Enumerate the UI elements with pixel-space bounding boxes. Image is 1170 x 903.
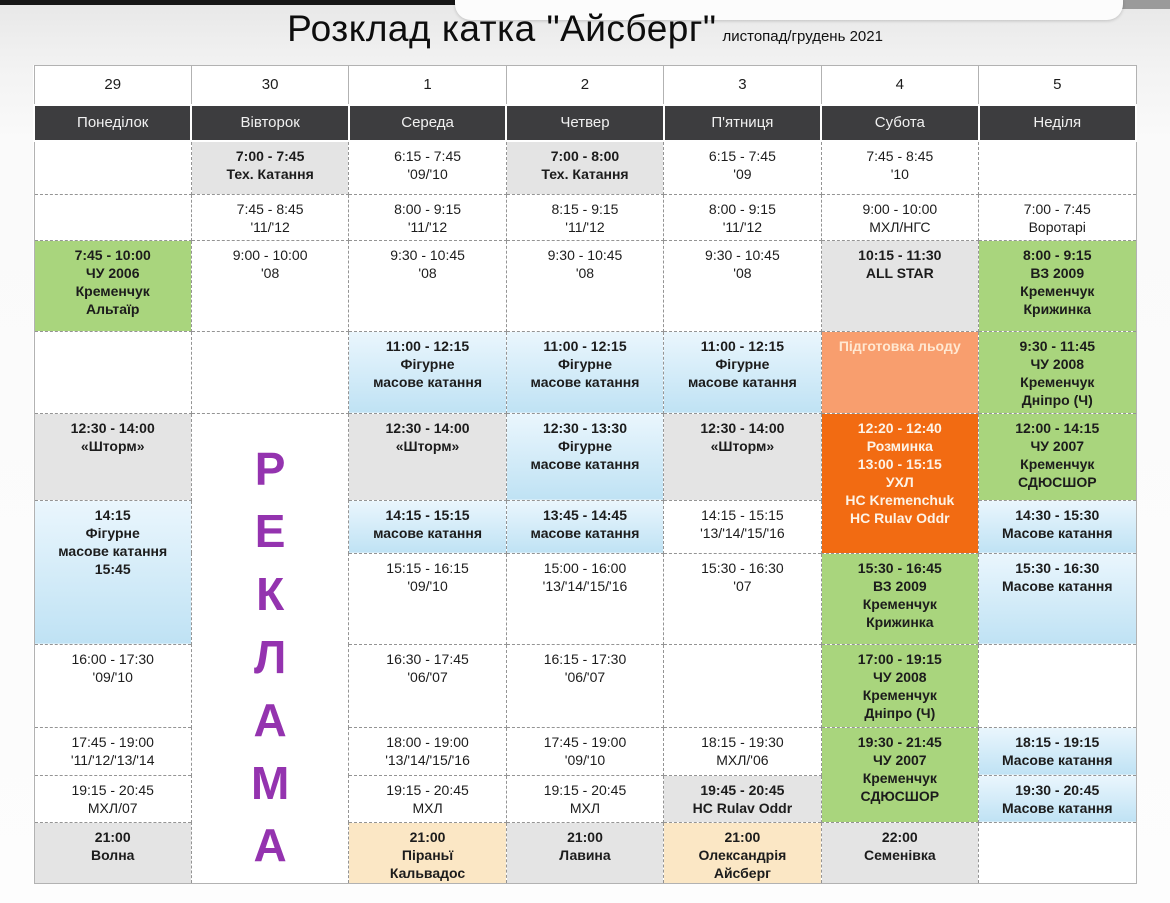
schedule-cell-line: Масове катання (1001, 799, 1113, 816)
schedule-cell-line: 11:00 - 12:15 (700, 337, 785, 354)
schedule-cell-line: масове катання (687, 373, 797, 390)
schedule-cell-line: Кременчук (1020, 282, 1095, 299)
schedule-cell-line: 19:15 - 20:45 (543, 781, 627, 798)
day-header-cell: Понеділок (34, 105, 191, 141)
schedule-cell-line: Фігурне (557, 437, 613, 454)
schedule-cell-line: 8:00 - 9:15 (708, 200, 776, 217)
schedule-cell-line: ALL STAR (865, 264, 934, 281)
schedule-cell (979, 331, 1136, 413)
schedule-cell (979, 240, 1136, 331)
schedule-cell-line: 17:45 - 19:00 (71, 733, 154, 750)
schedule-cell-line: МХЛ/'06 (716, 751, 769, 768)
schedule-cell (506, 500, 663, 553)
schedule-cell (191, 331, 348, 413)
schedule-cell-line: 9:30 - 10:45 (705, 246, 780, 263)
header (0, 8, 1170, 50)
schedule-cell (821, 644, 978, 727)
schedule-cell-line: Кременчук (75, 282, 150, 299)
schedule-cell-line: 15:30 - 16:30 (1015, 559, 1100, 576)
schedule-cell-line: 7:00 - 7:45 (1023, 200, 1091, 217)
schedule-cell (506, 822, 663, 883)
schedule-cell (821, 727, 978, 822)
schedule-cell-line: 7:00 - 7:45 (235, 148, 305, 164)
schedule-cell-line: 12:30 - 13:30 (542, 419, 627, 436)
schedule-cell-line: Кременчук (1020, 455, 1095, 472)
schedule-cell (191, 194, 348, 240)
date-cell: 2 (506, 66, 663, 106)
advert-letter: М (250, 756, 290, 809)
schedule-cell-line: 16:00 - 17:30 (71, 650, 154, 667)
schedule-cell-line: ЧУ 2007 (873, 751, 927, 768)
schedule-cell (506, 141, 663, 194)
schedule-cell-line: УХЛ (885, 473, 914, 490)
schedule-cell-line: '13/'14/'15/'16 (385, 751, 470, 768)
schedule-cell-line: МХЛ (569, 799, 601, 816)
schedule-cell-line: Тех. Катання (541, 166, 629, 182)
schedule-cell-line: 19:30 - 21:45 (857, 733, 942, 750)
schedule-cell-line: HC Rulav Oddr (850, 509, 950, 526)
schedule-cell-line: Дніпро (Ч) (1021, 391, 1093, 408)
schedule-cell (979, 141, 1136, 194)
schedule-cell-line: Масове катання (1001, 577, 1113, 594)
schedule-cell (664, 644, 821, 727)
schedule-cell (34, 644, 191, 727)
schedule-cell-line: Волна (90, 846, 135, 863)
schedule-cell (979, 822, 1136, 883)
schedule-cell-line: '06/'07 (407, 668, 448, 685)
schedule-cell (506, 240, 663, 331)
day-header-cell: П'ятниця (664, 105, 821, 141)
schedule-cell-line: '11/'12 (565, 218, 605, 235)
schedule-cell-line: '09 (733, 166, 752, 182)
schedule-cell (349, 775, 506, 822)
schedule-cell-line: 9:30 - 10:45 (390, 246, 465, 263)
schedule-cell-line: '13/'14/'15/'16 (700, 524, 785, 541)
day-header-cell: Субота (821, 105, 978, 141)
schedule-cell (821, 141, 978, 194)
schedule-cell-line: 18:15 - 19:30 (701, 733, 784, 750)
schedule-cell (506, 727, 663, 775)
date-cell: 1 (349, 66, 506, 106)
schedule-cell-line: '06/'07 (564, 668, 606, 685)
schedule-cell-line: 12:30 - 14:00 (385, 419, 470, 436)
schedule-cell-line: Кременчук (1020, 373, 1095, 390)
schedule-cell-line: 6:15 - 7:45 (394, 148, 462, 164)
schedule-cell (979, 775, 1136, 822)
schedule-cell-line: Фігурне (85, 524, 140, 541)
schedule-cell (506, 553, 663, 644)
schedule-cell-line: 14:15 - 15:15 (385, 506, 470, 523)
schedule-cell-line: Підготовка льоду (838, 337, 961, 354)
schedule-cell (34, 500, 191, 644)
schedule-cell-line: Семенівка (864, 846, 936, 863)
schedule-cell-line: 9:30 - 10:45 (547, 246, 623, 263)
schedule-cell-line: ЧУ 2007 (1030, 437, 1085, 454)
schedule-cell-line: «Шторм» (395, 437, 460, 454)
schedule-cell-line: Кременчук (862, 769, 937, 786)
schedule-cell (34, 141, 191, 194)
schedule-cell (979, 413, 1136, 500)
schedule-cell-line: МХЛ (412, 799, 443, 816)
schedule-cell-line: 8:15 - 9:15 (551, 200, 619, 217)
schedule-cell-line: Піраньї (401, 846, 454, 863)
schedule-cell-line: 9:30 - 11:45 (1019, 337, 1096, 354)
schedule-cell-line: 8:00 - 9:15 (1023, 246, 1092, 263)
schedule-cell-line: 19:30 - 20:45 (1015, 781, 1100, 798)
day-header-cell: Середа (349, 105, 506, 141)
schedule-cell-line: 21:00 (567, 828, 603, 845)
date-cell: 29 (34, 66, 191, 106)
advert-letter: Л (253, 630, 287, 683)
schedule-cell-line: 19:15 - 20:45 (71, 781, 154, 798)
schedule-cell-line: «Шторм» (710, 437, 775, 454)
schedule-cell-line: Тех. Катання (226, 166, 314, 182)
schedule-cell (821, 413, 978, 553)
schedule-cell-line: '11/'12/'13/'14 (70, 751, 155, 768)
schedule-cell (664, 194, 821, 240)
schedule-cell (664, 413, 821, 500)
schedule-cell (821, 331, 978, 413)
schedule-cell (664, 141, 821, 194)
schedule-cell-line: Фігурне (715, 355, 770, 372)
page-subtitle: листопад/грудень 2021 (722, 28, 883, 45)
schedule-cell (34, 194, 191, 240)
schedule-cell (34, 331, 191, 413)
schedule-cell (34, 822, 191, 883)
schedule-cell-line: 9:00 - 10:00 (862, 200, 938, 217)
schedule-cell (821, 240, 978, 331)
schedule-cell-line: Розминка (866, 437, 933, 454)
schedule-cell-line: 16:30 - 17:45 (386, 650, 469, 667)
schedule-cell-line: Альтаїр (85, 300, 140, 317)
schedule-cell-line: Фігурне (557, 355, 613, 372)
schedule-cell-line: 12:20 - 12:40 (857, 419, 942, 436)
schedule-cell-line: '08 (575, 264, 595, 281)
schedule-cell (349, 822, 506, 883)
schedule-cell-line: 21:00 (724, 828, 761, 845)
schedule-cell-line: '10 (890, 166, 909, 182)
schedule-cell-line: '08 (733, 264, 752, 281)
schedule-cell-line: Фігурне (400, 355, 455, 372)
schedule-cell-line: Айсберг (713, 864, 771, 881)
schedule-cell-line: «Шторм» (80, 437, 145, 454)
schedule-cell (349, 331, 506, 413)
schedule-cell (821, 553, 978, 644)
schedule-cell-line: масове катання (530, 455, 640, 472)
schedule-cell-line: Крижинка (1023, 300, 1091, 317)
schedule-cell (664, 331, 821, 413)
schedule-cell-line: '08 (418, 264, 437, 281)
schedule-cell (349, 141, 506, 194)
schedule-cell-line: '13/'14/'15/'16 (542, 577, 628, 594)
schedule-cell-line: 21:00 (94, 828, 131, 845)
schedule-body (34, 66, 1136, 884)
schedule-cell (979, 500, 1136, 553)
schedule-cell-line: '07 (733, 577, 752, 594)
advert-letter: К (256, 568, 285, 621)
schedule-cell (349, 500, 506, 553)
schedule-cell-line: 7:45 - 8:45 (236, 200, 304, 217)
schedule-cell-line: 18:00 - 19:00 (386, 733, 469, 750)
schedule-cell-line: 6:15 - 7:45 (708, 148, 776, 164)
schedule-cell-line: '11/'12 (250, 218, 290, 235)
schedule-cell-line: 7:00 - 8:00 (550, 148, 620, 164)
schedule-cell-line: СДЮСШОР (1017, 473, 1097, 490)
date-cell: 4 (821, 66, 978, 106)
schedule-cell (979, 553, 1136, 644)
schedule-cell-line: 15:30 - 16:45 (857, 559, 942, 576)
schedule-cell-line: 18:15 - 19:15 (1015, 733, 1100, 750)
schedule-cell-line: 19:15 - 20:45 (386, 781, 469, 798)
schedule-cell (34, 775, 191, 822)
schedule-cell-line: Воротарі (1028, 218, 1086, 235)
schedule-cell (191, 141, 348, 194)
date-cell: 3 (664, 66, 821, 106)
day-header-cell: Неділя (979, 105, 1136, 141)
schedule-cell-line: Кременчук (862, 686, 937, 703)
schedule-cell-line: 14:15 - 15:15 (701, 506, 784, 523)
advert-letter: Е (254, 505, 286, 558)
schedule-cell-line: ВЗ 2009 (872, 577, 927, 594)
advert-letter: А (253, 693, 287, 746)
schedule-cell (506, 644, 663, 727)
schedule-cell (664, 500, 821, 553)
schedule-cell-line: 12:30 - 14:00 (70, 419, 155, 436)
schedule-cell-line: 12:00 - 14:15 (1015, 419, 1100, 436)
schedule-cell (664, 240, 821, 331)
schedule-cell-line: масове катання (530, 524, 640, 541)
schedule-cell-line: '09/'10 (407, 166, 448, 182)
schedule-table (33, 65, 1137, 884)
schedule-cell (664, 727, 821, 775)
schedule-cell (821, 194, 978, 240)
schedule-cell (191, 240, 348, 331)
schedule-cell (349, 240, 506, 331)
schedule-cell-line: Кальвадос (389, 864, 466, 881)
schedule-cell-line: 9:00 - 10:00 (232, 246, 308, 263)
schedule-cell (664, 822, 821, 883)
date-cell: 5 (979, 66, 1136, 106)
schedule-cell (506, 194, 663, 240)
schedule-cell-line: 21:00 (409, 828, 446, 845)
schedule-cell-line: Дніпро (Ч) (864, 704, 936, 721)
schedule-cell-line: 15:45 (94, 560, 131, 577)
schedule-cell-line: 8:00 - 9:15 (394, 200, 462, 217)
schedule-cell-line: 7:45 - 10:00 (74, 246, 151, 263)
schedule-cell-line: 14:15 (94, 506, 131, 523)
schedule-cell-line: '09/'10 (564, 751, 606, 768)
schedule-cell-line: HC Kremenchuk (845, 491, 955, 508)
schedule-cell (979, 644, 1136, 727)
schedule-cell-line: Масове катання (1001, 524, 1113, 541)
schedule-cell (979, 194, 1136, 240)
schedule-cell-line: 11:00 - 12:15 (385, 337, 470, 354)
schedule-cell (349, 727, 506, 775)
schedule-cell-line: 14:30 - 15:30 (1015, 506, 1100, 523)
schedule-cell-line: 10:15 - 11:30 (858, 246, 942, 263)
schedule-cell (506, 775, 663, 822)
schedule-cell-line: масове катання (373, 524, 483, 541)
schedule-cell (506, 413, 663, 500)
schedule-cell (349, 194, 506, 240)
day-header-cell: Вівторок (191, 105, 348, 141)
advert-letter: А (253, 819, 287, 872)
schedule-cell-line: Олександрія (698, 846, 787, 863)
schedule-cell-line: Лавина (559, 846, 611, 863)
schedule-cell-line: '11/'12 (722, 218, 763, 235)
schedule-cell-line: Кременчук (862, 595, 937, 612)
schedule-cell (34, 413, 191, 500)
schedule-cell-line: ЧУ 2008 (873, 668, 927, 685)
schedule-cell (821, 822, 978, 883)
schedule-cell-line: 13:00 - 15:15 (857, 455, 942, 472)
schedule-cell-line: Крижинка (866, 613, 934, 630)
schedule-cell-line: '09/'10 (92, 668, 133, 685)
schedule-cell (349, 553, 506, 644)
schedule-cell (979, 727, 1136, 775)
schedule-cell-line: 12:30 - 14:00 (700, 419, 785, 436)
schedule-cell-line: МХЛ/07 (87, 799, 138, 816)
schedule-cell-line: '11/'12 (407, 218, 448, 235)
schedule-cell-line: ЧУ 2008 (1030, 355, 1085, 372)
schedule-cell-line: 15:00 - 16:00 (543, 559, 627, 576)
schedule-cell-line: '09/'10 (407, 577, 448, 594)
schedule-cell-line: 7:45 - 8:45 (866, 148, 934, 164)
schedule-cell-line: '08 (261, 264, 280, 281)
schedule-cell (349, 644, 506, 727)
schedule-cell-line: 11:00 - 12:15 (543, 337, 627, 354)
schedule-cell-line: масове катання (530, 373, 640, 390)
schedule-cell-line: Масове катання (1001, 751, 1113, 768)
schedule-cell-line: 13:45 - 14:45 (542, 506, 627, 523)
schedule-cell-line: HC Rulav Oddr (692, 799, 793, 816)
schedule-cell-line: 22:00 (881, 828, 918, 845)
schedule-cell-line: ВЗ 2009 (1030, 264, 1085, 281)
advert-banner (191, 413, 348, 883)
schedule-cell-line: 15:15 - 16:15 (386, 559, 469, 576)
schedule-cell-line: 17:00 - 19:15 (857, 650, 942, 667)
schedule-cell-line: масове катання (373, 373, 483, 390)
schedule-cell-line: ЧУ 2006 (85, 264, 140, 281)
schedule-cell (506, 331, 663, 413)
schedule-cell-line: 16:15 - 17:30 (543, 650, 627, 667)
schedule-cell-line: МХЛ/НГС (869, 218, 931, 235)
schedule-cell-line: 15:30 - 16:30 (701, 559, 784, 576)
schedule-cell-line: масове катання (58, 542, 168, 559)
page-title: Розклад катка "Айсберг" (287, 8, 717, 49)
schedule-cell (34, 727, 191, 775)
schedule-cell-line: СДЮСШОР (860, 787, 940, 804)
schedule-cell-line: 19:45 - 20:45 (700, 781, 785, 798)
schedule-cell (664, 553, 821, 644)
schedule-cell (349, 413, 506, 500)
advert-letter: Р (254, 442, 286, 495)
schedule-cell-line: 17:45 - 19:00 (543, 733, 627, 750)
date-cell: 30 (191, 66, 348, 106)
day-header-cell: Четвер (506, 105, 663, 141)
schedule-cell (664, 775, 821, 822)
schedule-cell (34, 240, 191, 331)
